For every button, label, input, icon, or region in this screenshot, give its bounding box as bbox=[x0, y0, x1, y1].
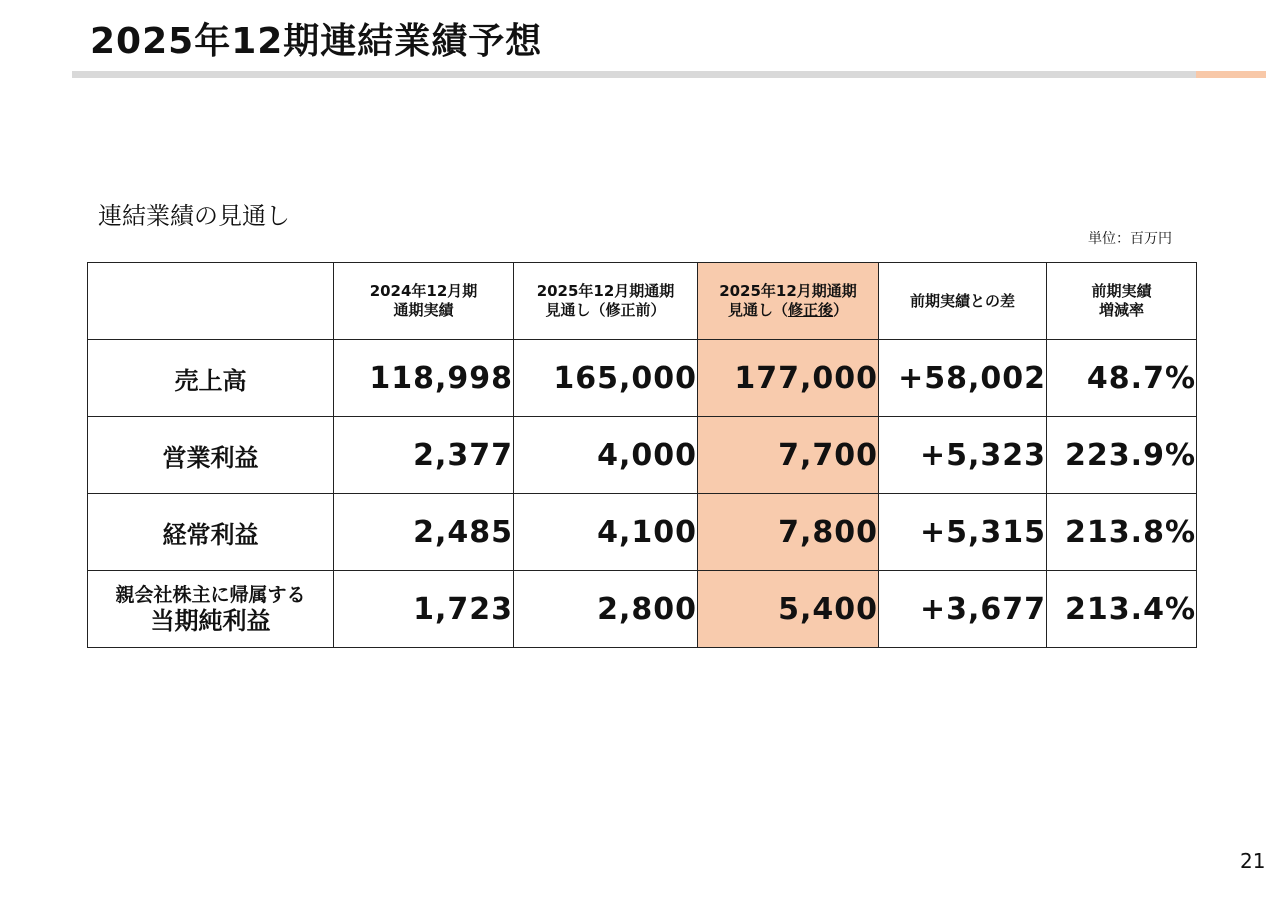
unit-note: 単位：百万円 bbox=[1088, 231, 1172, 247]
cell-difference: +3,677 bbox=[879, 571, 1047, 648]
cell-after-revision: 177,000 bbox=[698, 340, 879, 417]
cell-before-revision: 4,100 bbox=[514, 494, 698, 571]
cell-before-revision: 4,000 bbox=[514, 417, 698, 494]
section-heading: 連結業績の見通し bbox=[98, 202, 290, 230]
page-number: 21 bbox=[1240, 849, 1266, 873]
header-difference: 前期実績との差 bbox=[879, 263, 1047, 340]
cell-change-rate: 213.4% bbox=[1047, 571, 1197, 648]
title-underline-accent bbox=[1196, 71, 1266, 78]
cell-change-rate: 48.7% bbox=[1047, 340, 1197, 417]
cell-fy2024: 1,723 bbox=[334, 571, 514, 648]
header-row bbox=[88, 263, 1197, 340]
corner-cell bbox=[88, 263, 334, 340]
row-label: 営業利益 bbox=[88, 417, 334, 494]
row-label-main: 当期純利益 bbox=[150, 607, 271, 635]
header-fy2024-actual: 2024年12月期 通期実績 bbox=[334, 263, 514, 340]
cell-difference: +5,323 bbox=[879, 417, 1047, 494]
table-row bbox=[88, 417, 1197, 494]
table-row bbox=[88, 571, 1197, 648]
row-label bbox=[88, 571, 334, 648]
cell-fy2024: 118,998 bbox=[334, 340, 514, 417]
header-change-rate: 前期実績 増減率 bbox=[1047, 263, 1197, 340]
header-fy2025-after-revision: 2025年12月期通期 見通し（修正後） bbox=[698, 263, 879, 340]
cell-fy2024: 2,377 bbox=[334, 417, 514, 494]
header-fy2025-before-revision: 2025年12月期通期 見通し（修正前） bbox=[514, 263, 698, 340]
cell-after-revision: 7,800 bbox=[698, 494, 879, 571]
cell-before-revision: 165,000 bbox=[514, 340, 698, 417]
row-label: 売上高 bbox=[88, 340, 334, 417]
cell-change-rate: 213.8% bbox=[1047, 494, 1197, 571]
cell-after-revision: 5,400 bbox=[698, 571, 879, 648]
cell-difference: +5,315 bbox=[879, 494, 1047, 571]
row-label: 経常利益 bbox=[88, 494, 334, 571]
cell-difference: +58,002 bbox=[879, 340, 1047, 417]
cell-before-revision: 2,800 bbox=[514, 571, 698, 648]
cell-fy2024: 2,485 bbox=[334, 494, 514, 571]
page-title: 2025年12期連結業績予想 bbox=[90, 21, 543, 62]
row-label-sub: 親会社株主に帰属する bbox=[115, 584, 306, 606]
table-row bbox=[88, 494, 1197, 571]
title-underline bbox=[72, 71, 1266, 78]
cell-after-revision: 7,700 bbox=[698, 417, 879, 494]
cell-change-rate: 223.9% bbox=[1047, 417, 1197, 494]
table-row bbox=[88, 340, 1197, 417]
results-table bbox=[87, 262, 1197, 648]
